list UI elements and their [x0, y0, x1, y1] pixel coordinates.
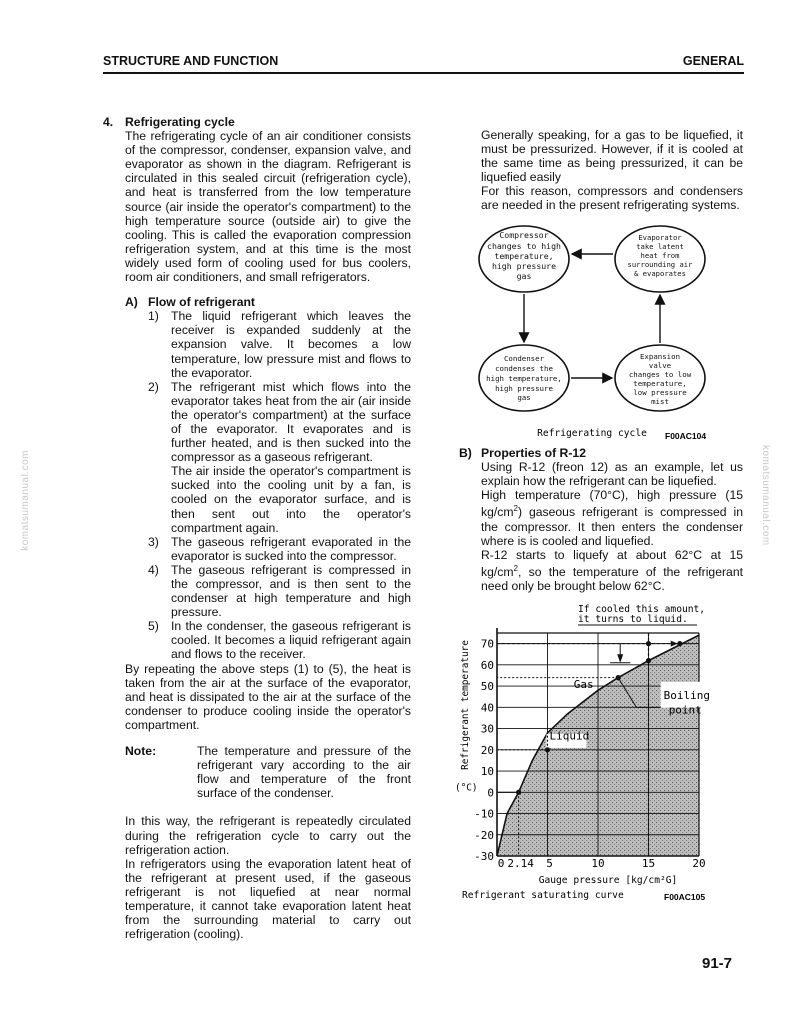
compressor-line-2: temperature,: [494, 251, 554, 261]
expansion-line-1: valve: [648, 361, 672, 370]
section-4-number: 4.: [103, 115, 114, 129]
x-tick-2: 5: [546, 857, 553, 870]
x-axis-label: Gauge pressure [kg/cm²G]: [538, 875, 678, 886]
left-column: [103, 115, 411, 941]
x-tick-0: 0: [497, 857, 505, 870]
right-column: [481, 128, 743, 213]
y-tick-10: -30: [474, 850, 494, 863]
y-tick-0: 70: [480, 637, 494, 651]
y-tick-7: 0: [487, 786, 494, 800]
section-a-label: A): [125, 295, 138, 310]
section-4-intro: The refrigerating cycle of an air conditioner consists of the compressor, condenser, expansion valve, and evaporator as shown in the diagram. Refrigerant is circulated in this sealed circuit (refrigeration cycle), and heat is transferred from the low temperature source (air inside the operator's compartment) to the high temperature source (outside air) to give the cooling. This is called the evaporation compression refrigeration system, and at this time is the most widely used form of cooling used for bus coolers, room air conditioners, and small refrigerators.: [125, 129, 411, 285]
data-point-0: [616, 675, 621, 680]
chart-title: Refrigerant saturating curve: [462, 890, 624, 901]
chart-figure-code: F00AC105: [664, 892, 706, 902]
section-a-title: Flow of refrigerant: [148, 295, 255, 310]
cycle-caption: Refrigerating cycle: [537, 428, 647, 439]
saturating-curve-chart: [440, 598, 744, 904]
y-tick-3: 40: [480, 701, 494, 715]
data-point-5: [545, 747, 550, 752]
watermark-right: komatsumanual.com: [760, 445, 771, 546]
step-3: 3) The gaseous refrigerant evaporated in the evaporator is sucked into the compressor.: [148, 534, 411, 563]
data-point-3: [677, 641, 682, 646]
section-4-heading: [103, 115, 411, 129]
gas-label: Gas: [573, 678, 594, 692]
top-note-2: it turns to liquid.: [578, 614, 688, 625]
condenser-line-0: Condenser: [503, 354, 545, 363]
section-b-label: B): [459, 446, 472, 460]
data-point-4: [516, 790, 521, 795]
liquefy-paragraph: Generally speaking, for a gas to be liquefied, it must be pressurized. However, if it is cooled at the same time as being pressurized, it can be liquefied easily: [481, 128, 743, 185]
note: [125, 744, 411, 800]
section-b-heading: [459, 446, 743, 460]
evaporator-line-2: heat from: [640, 251, 680, 260]
boiling-label-2: point: [668, 703, 702, 717]
step-2: 2) The refrigerant mist which flows into the evaporator takes heat from the air (air inside the operator's compartment) at the surface of the evaporator. It evaporates and is further heated, and is then sucked into the compressor as a gaseous refrigerant. The air inside the operator's compartment is sucked into the cooling unit by a fan, is cooled on the evaporator surface, and is then sent out into the operator's compartment again.: [148, 379, 411, 535]
section-4-title: Refrigerating cycle: [125, 115, 235, 129]
step-4: 4) The gaseous refrigerant is compressed in the compressor, and is then sent to the condenser at high temperature and high pressure.: [148, 562, 411, 620]
header-section: STRUCTURE AND FUNCTION: [103, 54, 279, 68]
page-number: 91-7: [702, 955, 733, 972]
note-label: Note:: [125, 744, 157, 759]
expansion-line-2: changes to low: [628, 370, 692, 379]
evaporator-line-4: & evaporates: [634, 269, 686, 278]
expansion-line-5: mist: [651, 397, 669, 406]
header-chapter: GENERAL: [682, 54, 744, 68]
page-header: [103, 52, 744, 74]
cycle-figure-code: F00AC104: [665, 431, 707, 441]
y-axis-label: Refrigerant temperature: [460, 640, 471, 770]
reason-paragraph: For this reason, compressors and condensers are needed in the present refrigerating systems.: [481, 184, 743, 213]
flow-summary: By repeating the above steps (1) to (5), the heat is taken from the air at the surface of the evaporator, and heat is dissipated to the air at the surface of the condenser to produce cooling inside the operator's compartment.: [125, 661, 411, 732]
y-tick-5: 20: [480, 743, 494, 757]
top-note-1: If cooled this amount,: [578, 604, 706, 615]
step-5: 5) In the condenser, the gaseous refrigerant is cooled. It becomes a liquid refrigerant again and flows to the receiver.: [148, 619, 411, 662]
evaporator-line-0: Evaporator: [638, 233, 682, 242]
condenser-line-3: high pressure: [495, 384, 553, 393]
flow-steps: [103, 309, 411, 661]
evaporator-line-1: take latent: [636, 242, 684, 251]
section-b-para-2: High temperature (70°C), high pressure (15 $kg/cm^2$) gaseous refrigerant is compressed in the compressor. It then enters the condenser where is is cooled and liquefied.: [481, 488, 743, 548]
condenser-line-1: condenses the: [495, 364, 553, 373]
evaporator-line-3: surrounding air: [627, 260, 693, 269]
compressor-line-4: gas: [516, 271, 532, 281]
data-point-2: [646, 641, 651, 646]
section-b-para-1: Using R-12 (freon 12) as an example, let us explain how the refrigerant can be liquefied.: [481, 460, 743, 489]
condenser-line-2: high temperature,: [486, 374, 562, 383]
x-tick-4: 15: [641, 857, 656, 870]
y-tick-1: 60: [480, 658, 494, 672]
closing-paragraph-1: In this way, the refrigerant is repeatedly circulated during the refrigeration cycle to carry out the refrigeration action.: [125, 814, 411, 857]
x-tick-5: 20: [692, 857, 706, 870]
refrigerating-cycle-diagram: [470, 218, 744, 446]
section-b-para-3: R-12 starts to liquefy at about 62°C at 15 $kg/cm^2$, so the temperature of the refrigerant need only be brought below 62°C.: [481, 547, 743, 593]
x-tick-1: 2.14: [507, 857, 534, 870]
expansion-line-4: low pressure: [633, 388, 687, 397]
y-tick-4: 30: [480, 722, 494, 736]
section-a-heading: [103, 295, 411, 309]
x-tick-3: 10: [591, 857, 605, 870]
y-axis-unit: (°C): [455, 782, 478, 794]
condenser-line-4: gas: [517, 393, 531, 402]
liquid-label: Liquid: [549, 729, 590, 743]
data-point-1: [646, 658, 651, 663]
expansion-line-0: Expansion: [639, 352, 681, 361]
watermark-left: komatsumanual.com: [20, 450, 31, 551]
section-b-title: Properties of R-12: [481, 446, 586, 460]
boiling-label-1: Boiling: [663, 688, 711, 702]
y-tick-2: 50: [480, 680, 494, 694]
section-b: [459, 446, 743, 593]
y-tick-9: -20: [474, 828, 494, 842]
compressor-line-1: changes to high: [487, 241, 561, 251]
note-text: The temperature and pressure of the refrigerant vary according to the air flow and temperature of the front surface of the condenser.: [197, 744, 411, 801]
y-tick-8: -10: [474, 807, 494, 821]
compressor-line-3: high pressure: [491, 261, 557, 271]
step-2-extra: The air inside the operator's compartment is sucked into the cooling unit by a fan, is cooled on the evaporator surface, and is then sent out into the operator's compartment again.: [171, 464, 411, 535]
expansion-line-3: temperature,: [633, 379, 687, 388]
closing-paragraph-2: In refrigerators using the evaporation latent heat of the refrigerant at present used, if the gaseous refrigerant is not liquefied at near normal temperature, it cannot take evaporation latent heat from the surrounding material to carry out refrigeration (cooling).: [125, 856, 411, 942]
step-1: 1) The liquid refrigerant which leaves the receiver is expanded suddenly at the expansion valve. It becomes a low temperature, low pressure mist and flows to the evaporator.: [148, 309, 411, 380]
compressor-line-0: Compressor: [499, 230, 549, 240]
y-tick-6: 10: [480, 765, 494, 779]
cool-arrow-head: [617, 654, 623, 662]
